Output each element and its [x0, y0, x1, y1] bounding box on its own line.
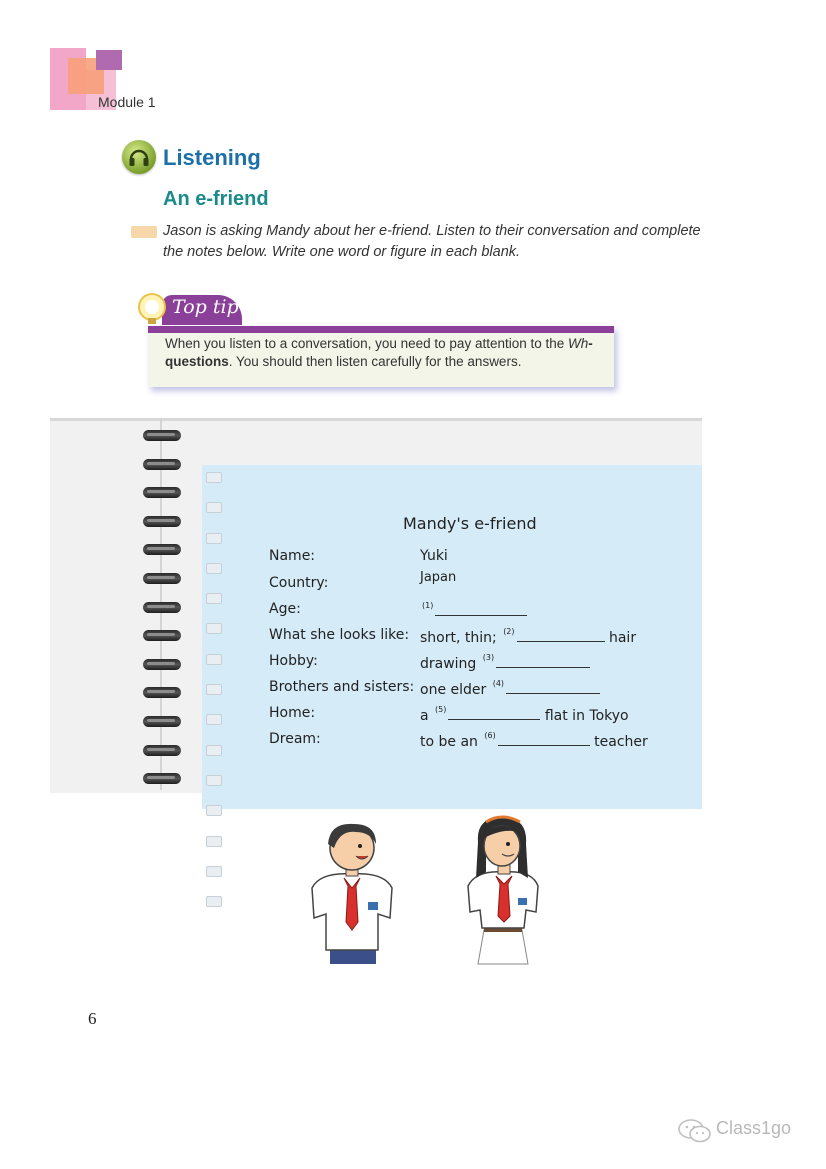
spiral-ring — [143, 687, 181, 698]
row-suffix-home: flat in Tokyo — [544, 708, 629, 724]
card-title: Mandy's e-friend — [403, 514, 537, 533]
spiral-ring — [143, 602, 181, 613]
row-label-looks: What she looks like: — [269, 627, 410, 643]
blank-number-6: (6) — [484, 731, 496, 740]
top-tip-wh: Wh — [568, 336, 589, 351]
top-tip-text — [165, 335, 605, 371]
spiral-ring — [143, 430, 181, 441]
punch-hole — [206, 623, 222, 634]
spiral-ring — [143, 716, 181, 727]
answer-blank-1[interactable] — [435, 601, 527, 616]
punch-hole — [206, 866, 222, 877]
answer-blank-5[interactable] — [448, 705, 540, 720]
notebook-spiral — [143, 430, 183, 802]
punch-hole — [206, 502, 222, 513]
punch-hole — [206, 805, 222, 816]
row-label-name: Name: — [269, 548, 316, 564]
row-answer-hobby — [420, 653, 590, 672]
punch-hole — [206, 563, 222, 574]
module-label: Module 1 — [98, 94, 156, 110]
row-answer-home — [420, 705, 629, 724]
punch-hole — [206, 896, 222, 907]
boy-illustration — [300, 818, 400, 968]
spiral-ring — [143, 630, 181, 641]
blank-number-3: (3) — [482, 653, 495, 662]
punch-hole — [206, 593, 222, 604]
spiral-ring — [143, 773, 181, 784]
punch-hole — [206, 745, 222, 756]
row-label-home: Home: — [269, 705, 316, 721]
row-label-age: Age: — [269, 601, 301, 617]
row-prefix-hobby: drawing — [420, 656, 477, 672]
row-value-country: Japan — [420, 570, 457, 585]
row-answer-age — [420, 601, 527, 620]
instruction-marker — [131, 226, 157, 238]
section-title: Listening — [163, 145, 261, 170]
spiral-ring — [143, 487, 181, 498]
blank-number-4: (4) — [492, 679, 505, 688]
punch-hole — [206, 533, 222, 544]
row-label-country: Country: — [269, 575, 329, 591]
row-prefix-looks: short, thin; — [420, 630, 497, 646]
top-tip-label: Top tip — [172, 296, 239, 318]
spiral-ring — [143, 745, 181, 756]
wechat-icon — [678, 1118, 712, 1144]
punch-hole — [206, 775, 222, 786]
top-tip-questions: -questions — [165, 336, 593, 369]
instruction-text: Jason is asking Mandy about her e-friend. Listen to their conversation and complete the notes below. Write one word or figure in each blank. — [163, 223, 701, 260]
row-prefix-dream: to be an — [420, 734, 478, 750]
row-suffix-dream: teacher — [594, 734, 648, 750]
top-tip-text-1: When you listen to a conversation, you need to pay attention to the — [165, 336, 569, 351]
blank-number-5: (5) — [435, 705, 447, 714]
punch-hole — [206, 654, 222, 665]
punch-hole — [206, 684, 222, 695]
row-prefix-home: a — [420, 708, 429, 724]
lightbulb-icon — [137, 293, 167, 327]
section-subtitle: An e-friend — [163, 188, 269, 210]
row-answer-looks — [420, 627, 636, 646]
spiral-ring — [143, 516, 181, 527]
punch-hole — [206, 472, 222, 483]
row-answer-siblings — [420, 679, 600, 698]
spiral-ring — [143, 459, 181, 470]
row-label-dream: Dream: — [269, 731, 321, 747]
headphones-icon — [122, 140, 156, 174]
spiral-ring — [143, 659, 181, 670]
watermark-text: Class1go — [716, 1118, 792, 1138]
row-label-hobby: Hobby: — [269, 653, 318, 669]
page-number: 6 — [88, 1009, 97, 1028]
spiral-ring — [143, 544, 181, 555]
punch-hole — [206, 836, 222, 847]
girl-illustration — [462, 812, 546, 968]
blank-number-2: (2) — [503, 627, 515, 636]
punch-hole — [206, 714, 222, 725]
answer-blank-3[interactable] — [496, 653, 590, 668]
answer-blank-6[interactable] — [498, 731, 590, 746]
paper-punch-holes — [206, 472, 222, 926]
spiral-ring — [143, 573, 181, 584]
row-suffix-looks: hair — [608, 630, 637, 646]
answer-blank-2[interactable] — [517, 627, 605, 642]
row-answer-dream — [420, 731, 648, 750]
top-tip-text-2: . You should then listen carefully for the answers. — [228, 354, 522, 369]
answer-blank-4[interactable] — [506, 679, 600, 694]
row-value-name: Yuki — [420, 548, 448, 564]
module-badge-violet — [96, 50, 122, 70]
row-label-siblings: Brothers and sisters: — [269, 679, 415, 695]
row-prefix-siblings: one elder — [420, 682, 487, 698]
blank-number-1: (1) — [422, 601, 434, 610]
